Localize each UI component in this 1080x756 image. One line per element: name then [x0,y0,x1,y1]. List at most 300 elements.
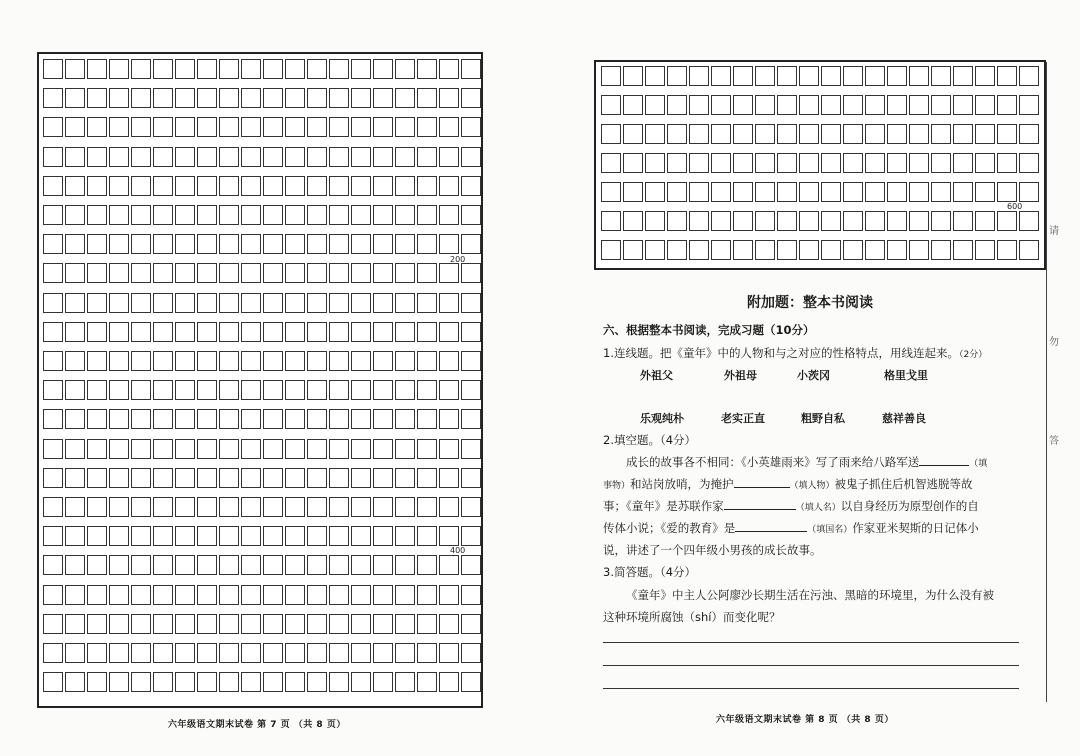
grid-cell[interactable] [153,176,173,196]
grid-cell[interactable] [887,95,907,115]
grid-cell[interactable] [241,439,261,459]
grid-cell[interactable] [153,59,173,79]
grid-cell[interactable] [329,117,349,137]
grid-cell[interactable] [131,205,151,225]
person-4[interactable]: 格里戈里 [884,369,928,382]
grid-cell[interactable] [285,293,305,313]
grid-cell[interactable] [65,263,85,283]
grid-cell[interactable] [43,526,63,546]
grid-cell[interactable] [417,176,437,196]
grid-cell[interactable] [175,526,195,546]
grid-cell[interactable] [439,380,459,400]
person-1[interactable]: 外祖父 [640,369,673,382]
grid-cell[interactable] [799,153,819,173]
grid-cell[interactable] [417,88,437,108]
grid-cell[interactable] [175,176,195,196]
grid-cell[interactable] [285,643,305,663]
grid-cell[interactable] [43,176,63,196]
grid-cell[interactable] [975,66,995,86]
grid-cell[interactable] [329,88,349,108]
grid-cell[interactable] [417,205,437,225]
grid-cell[interactable] [43,88,63,108]
grid-cell[interactable] [263,88,283,108]
grid-cell[interactable] [909,124,929,144]
grid-cell[interactable] [351,555,371,575]
grid-cell[interactable] [439,468,459,488]
grid-cell[interactable] [417,672,437,692]
grid-cell[interactable] [197,205,217,225]
grid-cell[interactable] [461,614,481,634]
grid-cell[interactable] [263,614,283,634]
grid-cell[interactable] [43,409,63,429]
grid-cell[interactable] [109,672,129,692]
grid-cell[interactable] [87,293,107,313]
grid-cell[interactable] [439,234,459,254]
grid-cell[interactable] [439,205,459,225]
grid-cell[interactable] [997,124,1017,144]
grid-cell[interactable] [329,614,349,634]
grid-cell[interactable] [1019,211,1039,231]
grid-cell[interactable] [131,117,151,137]
grid-cell[interactable] [197,293,217,313]
grid-cell[interactable] [645,211,665,231]
grid-cell[interactable] [351,234,371,254]
grid-cell[interactable] [87,147,107,167]
grid-cell[interactable] [175,205,195,225]
grid-cell[interactable] [461,293,481,313]
grid-cell[interactable] [263,117,283,137]
grid-cell[interactable] [131,526,151,546]
grid-cell[interactable] [439,643,459,663]
grid-cell[interactable] [263,672,283,692]
grid-cell[interactable] [109,526,129,546]
grid-cell[interactable] [821,182,841,202]
grid-cell[interactable] [887,211,907,231]
grid-cell[interactable] [43,497,63,517]
grid-cell[interactable] [65,672,85,692]
grid-cell[interactable] [909,95,929,115]
grid-cell[interactable] [43,585,63,605]
grid-cell[interactable] [175,380,195,400]
grid-cell[interactable] [395,322,415,342]
grid-cell[interactable] [351,147,371,167]
grid-cell[interactable] [285,526,305,546]
grid-cell[interactable] [285,409,305,429]
grid-cell[interactable] [241,263,261,283]
grid-cell[interactable] [263,263,283,283]
grid-cell[interactable] [65,351,85,371]
grid-cell[interactable] [645,95,665,115]
trait-2[interactable]: 老实正直 [721,412,765,425]
grid-cell[interactable] [175,468,195,488]
grid-cell[interactable] [417,614,437,634]
grid-cell[interactable] [461,351,481,371]
grid-cell[interactable] [821,95,841,115]
grid-cell[interactable] [821,153,841,173]
grid-cell[interactable] [439,176,459,196]
grid-cell[interactable] [865,211,885,231]
grid-cell[interactable] [953,124,973,144]
grid-cell[interactable] [417,147,437,167]
grid-cell[interactable] [87,672,107,692]
grid-cell[interactable] [65,205,85,225]
grid-cell[interactable] [351,263,371,283]
grid-cell[interactable] [417,263,437,283]
grid-cell[interactable] [439,117,459,137]
grid-cell[interactable] [219,322,239,342]
grid-cell[interactable] [109,555,129,575]
grid-cell[interactable] [395,526,415,546]
grid-cell[interactable] [241,468,261,488]
grid-cell[interactable] [263,205,283,225]
grid-cell[interactable] [109,322,129,342]
grid-cell[interactable] [755,153,775,173]
grid-cell[interactable] [351,672,371,692]
grid-cell[interactable] [197,672,217,692]
grid-cell[interactable] [755,240,775,260]
grid-cell[interactable] [461,497,481,517]
grid-cell[interactable] [417,439,437,459]
grid-cell[interactable] [43,205,63,225]
grid-cell[interactable] [667,211,687,231]
grid-cell[interactable] [43,59,63,79]
grid-cell[interactable] [43,468,63,488]
grid-cell[interactable] [931,66,951,86]
grid-cell[interactable] [373,643,393,663]
grid-cell[interactable] [263,439,283,459]
grid-cell[interactable] [219,293,239,313]
grid-cell[interactable] [777,240,797,260]
grid-cell[interactable] [109,497,129,517]
grid-cell[interactable] [219,205,239,225]
grid-cell[interactable] [601,66,621,86]
grid-cell[interactable] [241,497,261,517]
grid-cell[interactable] [307,293,327,313]
grid-cell[interactable] [439,672,459,692]
grid-cell[interactable] [241,147,261,167]
grid-cell[interactable] [197,88,217,108]
grid-cell[interactable] [43,380,63,400]
grid-cell[interactable] [241,555,261,575]
grid-cell[interactable] [307,205,327,225]
trait-4[interactable]: 慈祥善良 [882,412,926,425]
grid-cell[interactable] [175,614,195,634]
grid-cell[interactable] [975,240,995,260]
grid-cell[interactable] [197,234,217,254]
grid-cell[interactable] [175,555,195,575]
grid-cell[interactable] [439,497,459,517]
grid-cell[interactable] [241,176,261,196]
grid-cell[interactable] [689,153,709,173]
trait-1[interactable]: 乐观纯朴 [640,412,684,425]
grid-cell[interactable] [667,153,687,173]
grid-cell[interactable] [909,240,929,260]
grid-cell[interactable] [799,124,819,144]
grid-cell[interactable] [219,234,239,254]
grid-cell[interactable] [755,66,775,86]
grid-cell[interactable] [131,380,151,400]
grid-cell[interactable] [109,409,129,429]
grid-cell[interactable] [131,585,151,605]
grid-cell[interactable] [175,497,195,517]
grid-cell[interactable] [601,153,621,173]
grid-cell[interactable] [351,293,371,313]
grid-cell[interactable] [241,88,261,108]
grid-cell[interactable] [417,555,437,575]
grid-cell[interactable] [87,351,107,371]
grid-cell[interactable] [285,322,305,342]
grid-cell[interactable] [307,88,327,108]
grid-cell[interactable] [175,147,195,167]
grid-cell[interactable] [417,643,437,663]
grid-cell[interactable] [109,614,129,634]
grid-cell[interactable] [997,66,1017,86]
grid-cell[interactable] [87,322,107,342]
grid-cell[interactable] [865,240,885,260]
grid-cell[interactable] [307,322,327,342]
grid-cell[interactable] [843,211,863,231]
grid-cell[interactable] [131,555,151,575]
grid-cell[interactable] [87,526,107,546]
grid-cell[interactable] [109,293,129,313]
grid-cell[interactable] [667,240,687,260]
grid-cell[interactable] [87,614,107,634]
grid-cell[interactable] [153,293,173,313]
grid-cell[interactable] [87,585,107,605]
grid-cell[interactable] [43,643,63,663]
grid-cell[interactable] [909,182,929,202]
grid-cell[interactable] [65,59,85,79]
grid-cell[interactable] [307,555,327,575]
grid-cell[interactable] [667,66,687,86]
grid-cell[interactable] [821,124,841,144]
grid-cell[interactable] [175,585,195,605]
grid-cell[interactable] [109,176,129,196]
grid-cell[interactable] [329,643,349,663]
grid-cell[interactable] [461,409,481,429]
grid-cell[interactable] [65,176,85,196]
grid-cell[interactable] [153,322,173,342]
grid-cell[interactable] [241,380,261,400]
grid-cell[interactable] [87,497,107,517]
grid-cell[interactable] [351,176,371,196]
grid-cell[interactable] [131,497,151,517]
grid-cell[interactable] [1019,182,1039,202]
grid-cell[interactable] [645,182,665,202]
grid-cell[interactable] [307,263,327,283]
grid-cell[interactable] [307,176,327,196]
grid-cell[interactable] [65,526,85,546]
grid-cell[interactable] [153,643,173,663]
grid-cell[interactable] [285,176,305,196]
grid-cell[interactable] [197,380,217,400]
grid-cell[interactable] [43,117,63,137]
grid-cell[interactable] [843,153,863,173]
grid-cell[interactable] [373,468,393,488]
grid-cell[interactable] [219,263,239,283]
grid-cell[interactable] [263,380,283,400]
grid-cell[interactable] [263,468,283,488]
grid-cell[interactable] [307,234,327,254]
grid-cell[interactable] [153,147,173,167]
grid-cell[interactable] [601,124,621,144]
grid-cell[interactable] [87,380,107,400]
grid-cell[interactable] [285,614,305,634]
grid-cell[interactable] [219,526,239,546]
grid-cell[interactable] [263,176,283,196]
grid-cell[interactable] [175,643,195,663]
grid-cell[interactable] [975,124,995,144]
grid-cell[interactable] [395,672,415,692]
grid-cell[interactable] [175,59,195,79]
grid-cell[interactable] [153,205,173,225]
grid-cell[interactable] [395,117,415,137]
grid-cell[interactable] [263,555,283,575]
grid-cell[interactable] [65,409,85,429]
grid-cell[interactable] [109,585,129,605]
grid-cell[interactable] [241,322,261,342]
grid-cell[interactable] [329,380,349,400]
grid-cell[interactable] [285,585,305,605]
grid-cell[interactable] [197,643,217,663]
grid-cell[interactable] [887,66,907,86]
blank-person[interactable] [734,476,790,488]
grid-cell[interactable] [667,95,687,115]
grid-cell[interactable] [219,468,239,488]
grid-cell[interactable] [395,293,415,313]
grid-cell[interactable] [417,380,437,400]
grid-cell[interactable] [153,234,173,254]
grid-cell[interactable] [329,322,349,342]
grid-cell[interactable] [461,234,481,254]
grid-cell[interactable] [43,147,63,167]
grid-cell[interactable] [439,526,459,546]
grid-cell[interactable] [373,147,393,167]
grid-cell[interactable] [175,439,195,459]
grid-cell[interactable] [711,182,731,202]
grid-cell[interactable] [645,153,665,173]
grid-cell[interactable] [109,205,129,225]
grid-cell[interactable] [65,555,85,575]
grid-cell[interactable] [417,293,437,313]
grid-cell[interactable] [197,409,217,429]
grid-cell[interactable] [623,66,643,86]
grid-cell[interactable] [43,555,63,575]
grid-cell[interactable] [285,351,305,371]
grid-cell[interactable] [197,117,217,137]
grid-cell[interactable] [87,439,107,459]
grid-cell[interactable] [65,322,85,342]
grid-cell[interactable] [733,124,753,144]
grid-cell[interactable] [263,585,283,605]
grid-cell[interactable] [175,409,195,429]
grid-cell[interactable] [241,117,261,137]
grid-cell[interactable] [263,234,283,254]
grid-cell[interactable] [909,66,929,86]
grid-cell[interactable] [241,293,261,313]
grid-cell[interactable] [461,555,481,575]
grid-cell[interactable] [263,643,283,663]
grid-cell[interactable] [307,147,327,167]
grid-cell[interactable] [153,351,173,371]
grid-cell[interactable] [241,643,261,663]
grid-cell[interactable] [1019,153,1039,173]
grid-cell[interactable] [439,263,459,283]
grid-cell[interactable] [601,211,621,231]
grid-cell[interactable] [153,497,173,517]
grid-cell[interactable] [197,439,217,459]
grid-cell[interactable] [197,322,217,342]
grid-cell[interactable] [197,263,217,283]
grid-cell[interactable] [131,409,151,429]
grid-cell[interactable] [351,585,371,605]
grid-cell[interactable] [931,182,951,202]
grid-cell[interactable] [153,409,173,429]
grid-cell[interactable] [329,293,349,313]
grid-cell[interactable] [711,211,731,231]
grid-cell[interactable] [131,351,151,371]
grid-cell[interactable] [87,117,107,137]
grid-cell[interactable] [109,88,129,108]
grid-cell[interactable] [373,322,393,342]
grid-cell[interactable] [777,124,797,144]
grid-cell[interactable] [601,95,621,115]
grid-cell[interactable] [373,176,393,196]
grid-cell[interactable] [329,147,349,167]
grid-cell[interactable] [131,468,151,488]
grid-cell[interactable] [131,293,151,313]
grid-cell[interactable] [109,263,129,283]
grid-cell[interactable] [997,182,1017,202]
grid-cell[interactable] [373,614,393,634]
grid-cell[interactable] [373,439,393,459]
grid-cell[interactable] [461,643,481,663]
grid-cell[interactable] [329,59,349,79]
grid-cell[interactable] [373,263,393,283]
grid-cell[interactable] [461,468,481,488]
grid-cell[interactable] [131,672,151,692]
grid-cell[interactable] [395,497,415,517]
grid-cell[interactable] [307,117,327,137]
grid-cell[interactable] [645,124,665,144]
grid-cell[interactable] [87,263,107,283]
grid-cell[interactable] [153,672,173,692]
grid-cell[interactable] [931,240,951,260]
grid-cell[interactable] [87,643,107,663]
grid-cell[interactable] [241,205,261,225]
grid-cell[interactable] [153,614,173,634]
grid-cell[interactable] [219,59,239,79]
grid-cell[interactable] [285,497,305,517]
grid-cell[interactable] [373,205,393,225]
grid-cell[interactable] [953,153,973,173]
grid-cell[interactable] [65,497,85,517]
grid-cell[interactable] [197,468,217,488]
grid-cell[interactable] [65,117,85,137]
grid-cell[interactable] [153,380,173,400]
grid-cell[interactable] [197,526,217,546]
grid-cell[interactable] [43,351,63,371]
grid-cell[interactable] [329,176,349,196]
grid-cell[interactable] [65,439,85,459]
grid-cell[interactable] [601,240,621,260]
grid-cell[interactable] [87,468,107,488]
grid-cell[interactable] [439,555,459,575]
grid-cell[interactable] [285,555,305,575]
grid-cell[interactable] [667,124,687,144]
grid-cell[interactable] [87,88,107,108]
grid-cell[interactable] [351,614,371,634]
